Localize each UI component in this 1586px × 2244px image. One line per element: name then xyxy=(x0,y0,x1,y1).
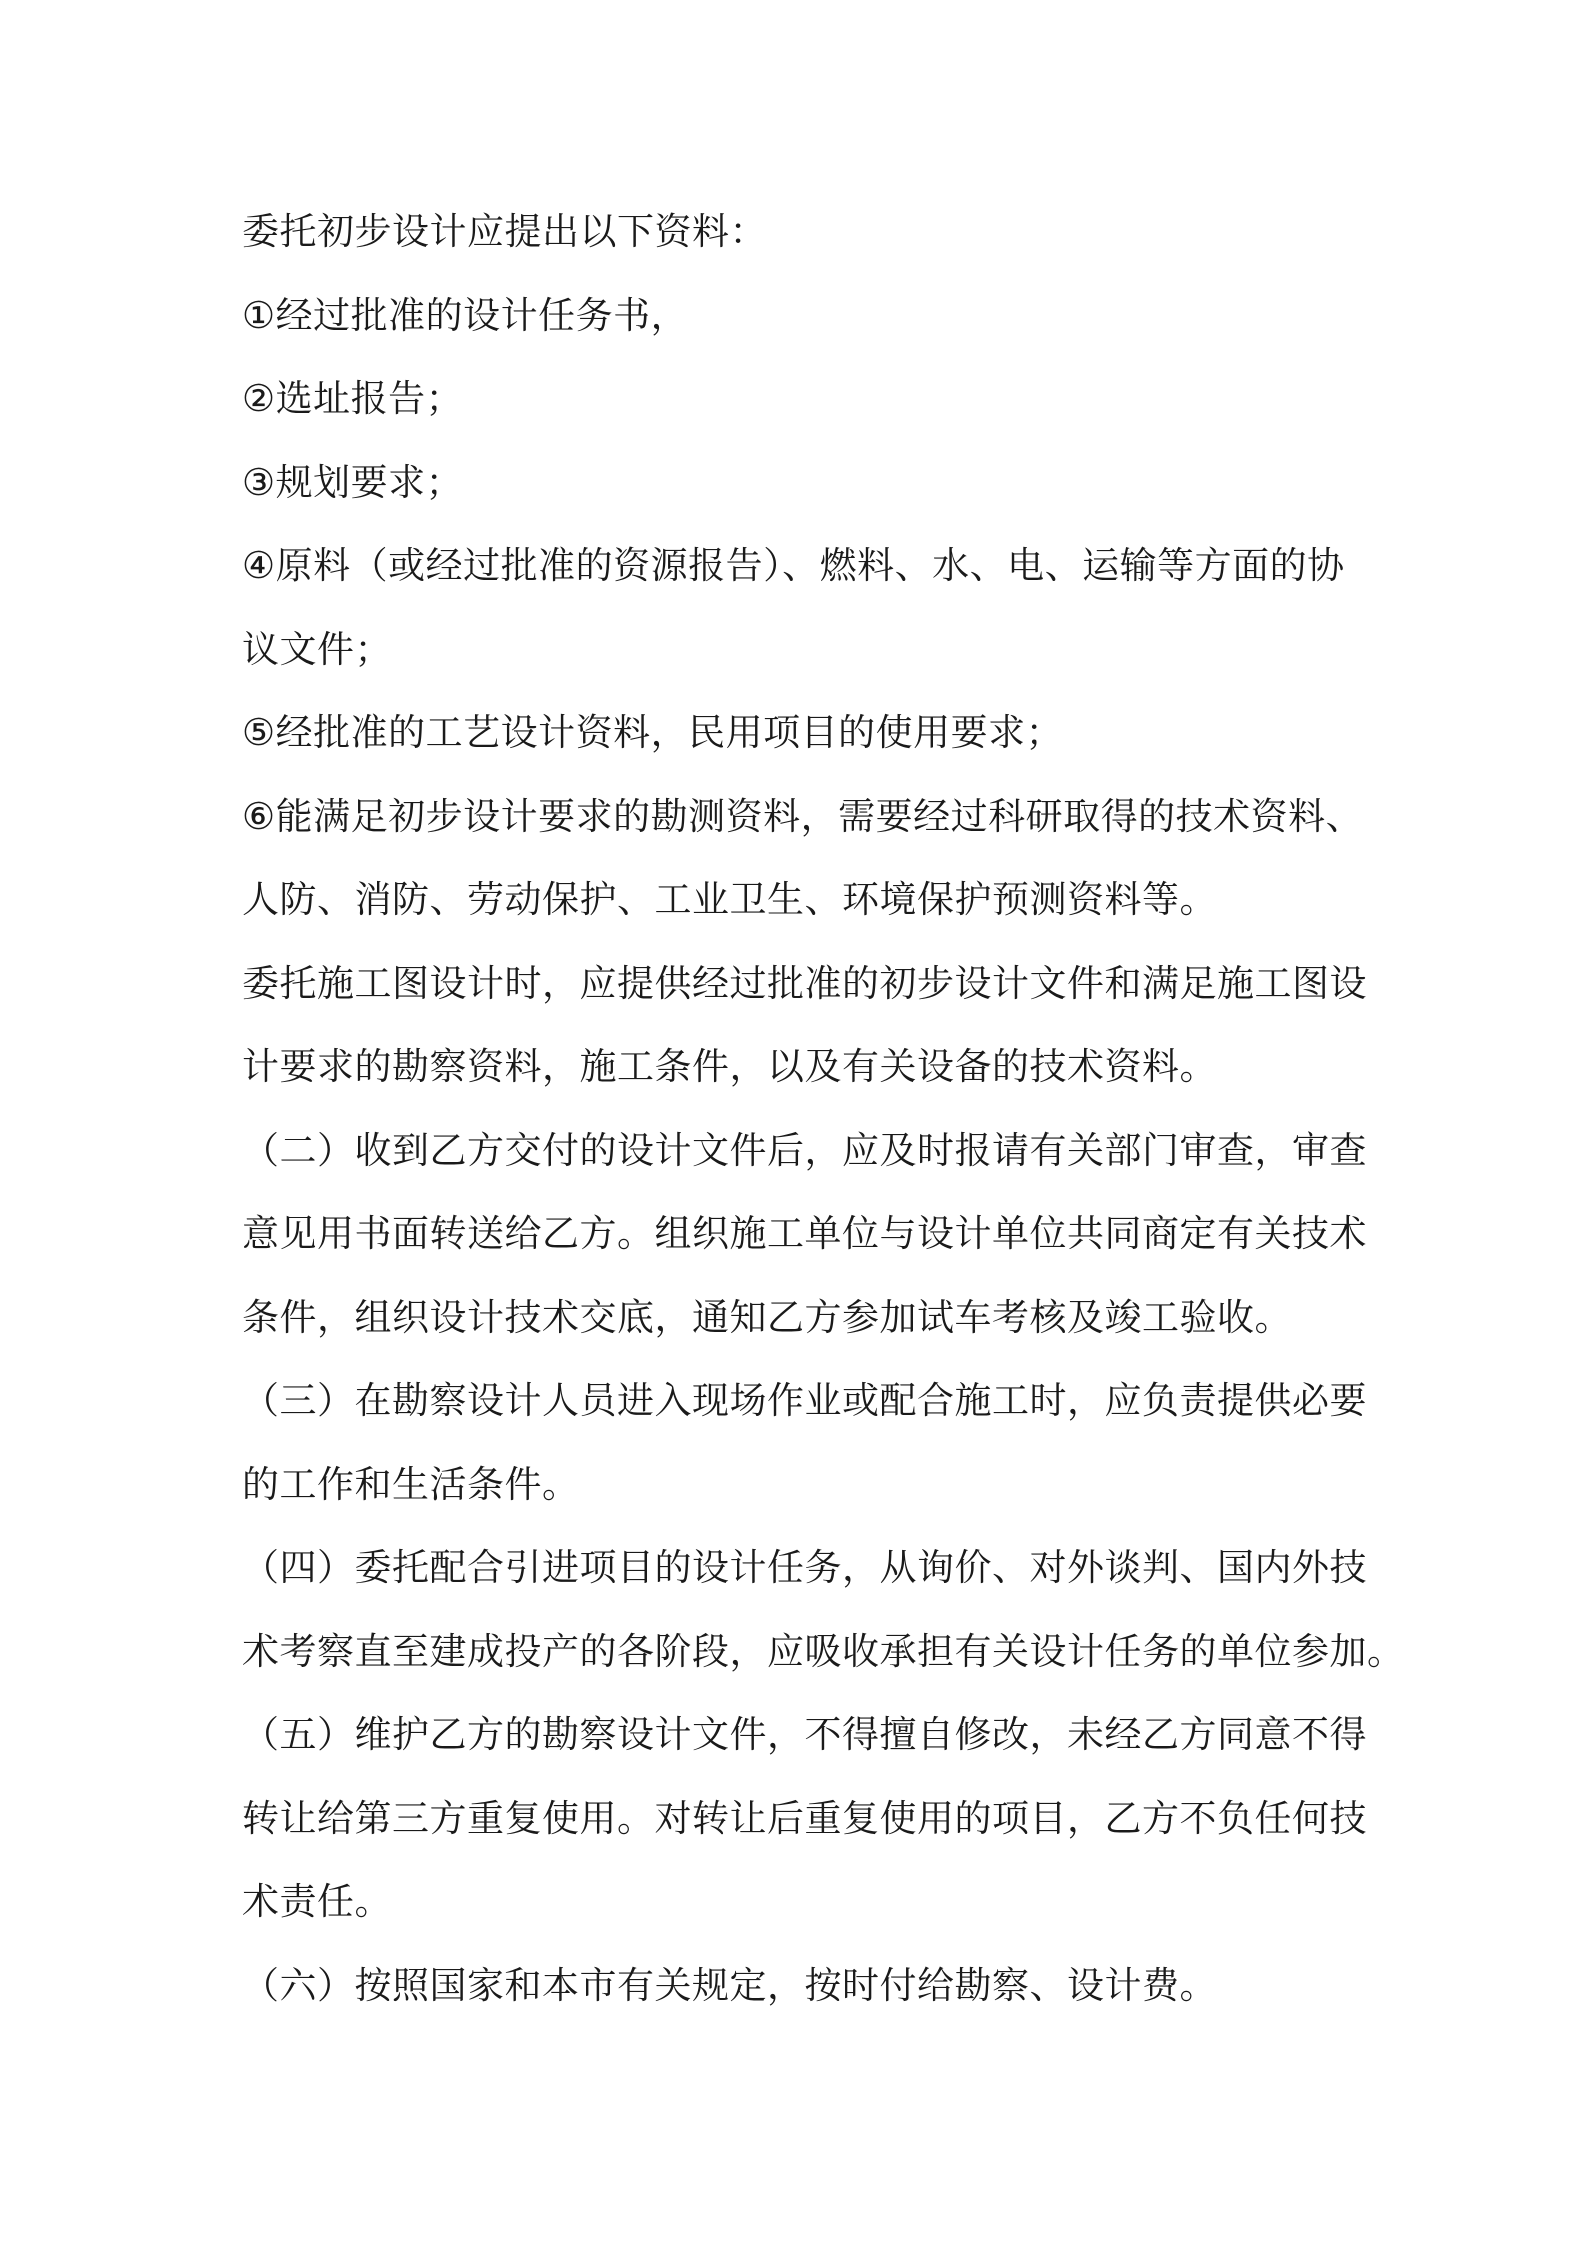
text-line: 的工作和生活条件。 xyxy=(242,1462,580,1506)
text-line: 术责任。 xyxy=(242,1880,392,1923)
text-line: 议文件； xyxy=(242,627,392,671)
text-line: 计要求的勘察资料，施工条件，以及有关设备的技术资料。 xyxy=(242,1045,1217,1088)
text-line: ③规划要求； xyxy=(242,460,464,504)
text-line: （五）维护乙方的勘察设计文件，不得擅自修改，未经乙方同意不得 xyxy=(242,1713,1367,1756)
text-line: ②选址报告； xyxy=(242,377,464,420)
text-line: （三）在勘察设计人员进入现场作业或配合施工时，应负责提供必要 xyxy=(242,1379,1367,1422)
text-line: ①经过批准的设计任务书， xyxy=(242,293,689,337)
text-line: 条件，组织设计技术交底，通知乙方参加试车考核及竣工验收。 xyxy=(242,1295,1292,1339)
text-line: ④原料（或经过批准的资源报告）、燃料、水、电、运输等方面的协 xyxy=(242,544,1345,587)
text-line: 意见用书面转送给乙方。组织施工单位与设计单位共同商定有关技术 xyxy=(242,1212,1367,1255)
text-line: 术考察直至建成投产的各阶段，应吸收承担有关设计任务的单位参加。 xyxy=(242,1629,1405,1673)
text-line: 转让给第三方重复使用。对转让后重复使用的项目，乙方不负任何技 xyxy=(242,1796,1367,1840)
document-body xyxy=(242,190,1405,2027)
text-line: （六）按照国家和本市有关规定，按时付给勘察、设计费。 xyxy=(242,1963,1217,2007)
text-line: 人防、消防、劳动保护、工业卫生、环境保护预测资料等。 xyxy=(242,878,1217,921)
text-line: 委托施工图设计时，应提供经过批准的初步设计文件和满足施工图设 xyxy=(242,961,1367,1005)
text-line: ⑤经批准的工艺设计资料，民用项目的使用要求； xyxy=(242,711,1064,754)
text-line: （二）收到乙方交付的设计文件后，应及时报请有关部门审查，审查 xyxy=(242,1128,1367,1172)
text-line: （四）委托配合引进项目的设计任务，从询价、对外谈判、国内外技 xyxy=(242,1546,1367,1589)
text-line: 委托初步设计应提出以下资料： xyxy=(242,210,767,253)
text-line: ⑥能满足初步设计要求的勘测资料，需要经过科研取得的技术资料、 xyxy=(242,794,1364,838)
